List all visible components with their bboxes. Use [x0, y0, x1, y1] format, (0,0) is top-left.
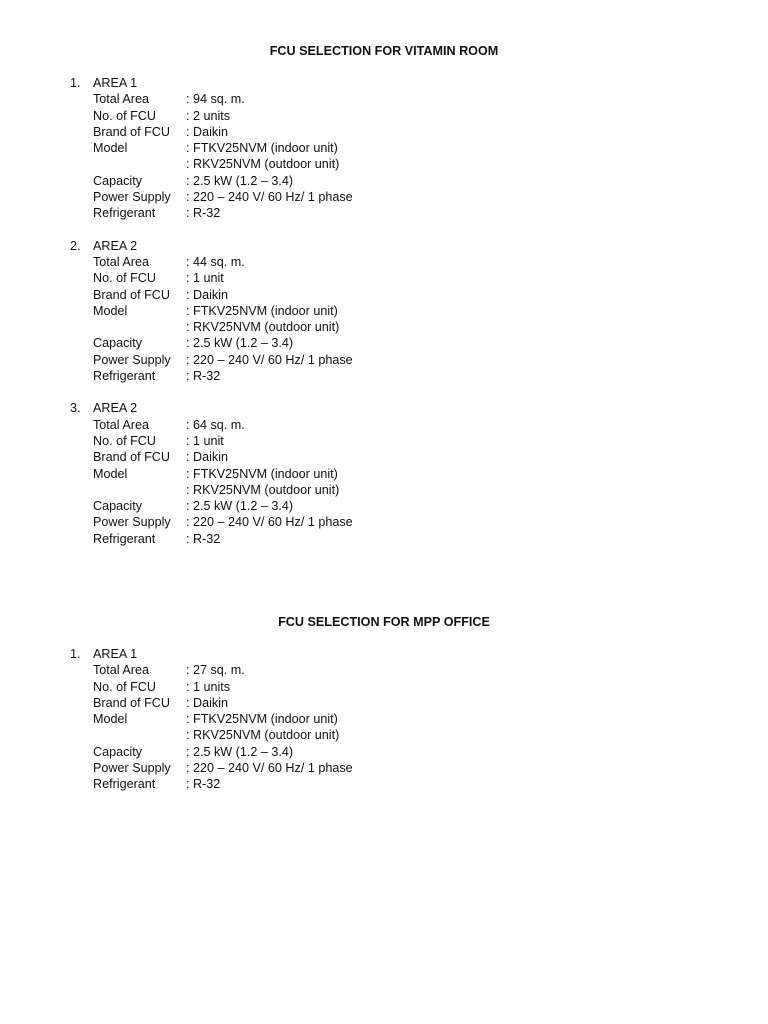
section-vitamin-room — [0, 43, 768, 547]
power-supply-value: : 220 – 240 V/ 60 Hz/ 1 phase — [186, 352, 353, 367]
list-number: 1. — [70, 76, 81, 90]
area-heading: AREA 2 — [93, 238, 138, 253]
power-supply-label: Power Supply — [93, 761, 171, 776]
model-outdoor-value: : RKV25NVM (outdoor unit) — [186, 482, 340, 497]
refrigerant-value: : R-32 — [186, 777, 221, 792]
refrigerant-label: Refrigerant — [93, 777, 156, 792]
power-supply-label: Power Supply — [93, 352, 171, 367]
capacity-label: Capacity — [93, 336, 142, 351]
model-label: Model — [93, 466, 128, 481]
capacity-label: Capacity — [93, 499, 142, 514]
power-supply-value: : 220 – 240 V/ 60 Hz/ 1 phase — [186, 190, 353, 205]
area-block — [0, 400, 768, 547]
capacity-value: : 2.5 kW (1.2 – 3.4) — [186, 336, 294, 351]
capacity-value: : 2.5 kW (1.2 – 3.4) — [186, 173, 294, 188]
brand-label: Brand of FCU — [93, 124, 170, 139]
total-area-label: Total Area — [93, 92, 150, 107]
total-area-value: : 94 sq. m. — [186, 92, 245, 107]
refrigerant-value: : R-32 — [186, 531, 221, 546]
area-block — [0, 238, 768, 385]
total-area-label: Total Area — [93, 254, 150, 269]
total-area-label: Total Area — [93, 417, 150, 432]
model-label: Model — [93, 141, 128, 156]
capacity-value: : 2.5 kW (1.2 – 3.4) — [186, 744, 294, 759]
no-fcu-label: No. of FCU — [93, 108, 156, 123]
refrigerant-label: Refrigerant — [93, 206, 156, 221]
list-number: 3. — [70, 401, 81, 416]
power-supply-value: : 220 – 240 V/ 60 Hz/ 1 phase — [186, 515, 353, 530]
brand-label: Brand of FCU — [93, 450, 170, 465]
capacity-value: : 2.5 kW (1.2 – 3.4) — [186, 499, 294, 514]
brand-value: : Daikin — [186, 287, 228, 302]
power-supply-label: Power Supply — [93, 515, 171, 530]
brand-label: Brand of FCU — [93, 287, 170, 302]
no-fcu-value: : 1 unit — [186, 271, 224, 286]
refrigerant-value: : R-32 — [186, 206, 221, 221]
model-indoor-value: : FTKV25NVM (indoor unit) — [186, 303, 338, 318]
power-supply-value: : 220 – 240 V/ 60 Hz/ 1 phase — [186, 761, 353, 776]
no-fcu-value: : 1 unit — [186, 433, 224, 448]
model-indoor-value: : FTKV25NVM (indoor unit) — [186, 466, 338, 481]
capacity-label: Capacity — [93, 744, 142, 759]
power-supply-label: Power Supply — [93, 190, 171, 205]
area-heading: AREA 1 — [93, 76, 138, 90]
no-fcu-label: No. of FCU — [93, 679, 156, 694]
capacity-label: Capacity — [93, 173, 142, 188]
model-outdoor-value: : RKV25NVM (outdoor unit) — [186, 728, 340, 743]
model-indoor-value: : FTKV25NVM (indoor unit) — [186, 712, 338, 727]
refrigerant-label: Refrigerant — [93, 531, 156, 546]
section-mpp-office — [0, 614, 768, 793]
section-title: FCU SELECTION FOR VITAMIN ROOM — [269, 44, 499, 58]
no-fcu-label: No. of FCU — [93, 433, 156, 448]
brand-label: Brand of FCU — [93, 695, 170, 710]
brand-value: : Daikin — [186, 450, 228, 465]
model-label: Model — [93, 712, 128, 727]
total-area-label: Total Area — [93, 663, 150, 678]
no-fcu-value: : 2 units — [186, 108, 231, 123]
brand-value: : Daikin — [186, 695, 228, 710]
list-number: 1. — [70, 647, 81, 661]
area-heading: AREA 1 — [93, 647, 138, 661]
refrigerant-label: Refrigerant — [93, 369, 156, 384]
no-fcu-value: : 1 units — [186, 679, 231, 694]
area-block — [0, 646, 768, 793]
section-title: FCU SELECTION FOR MPP OFFICE — [278, 615, 490, 629]
total-area-value: : 64 sq. m. — [186, 417, 245, 432]
list-number: 2. — [70, 238, 81, 253]
brand-value: : Daikin — [186, 124, 228, 139]
area-heading: AREA 2 — [93, 401, 138, 416]
model-outdoor-value: : RKV25NVM (outdoor unit) — [186, 320, 340, 335]
model-outdoor-value: : RKV25NVM (outdoor unit) — [186, 157, 340, 172]
model-label: Model — [93, 303, 128, 318]
total-area-value: : 27 sq. m. — [186, 663, 245, 678]
no-fcu-label: No. of FCU — [93, 271, 156, 286]
model-indoor-value: : FTKV25NVM (indoor unit) — [186, 141, 338, 156]
total-area-value: : 44 sq. m. — [186, 254, 245, 269]
area-block — [0, 75, 768, 222]
refrigerant-value: : R-32 — [186, 369, 221, 384]
